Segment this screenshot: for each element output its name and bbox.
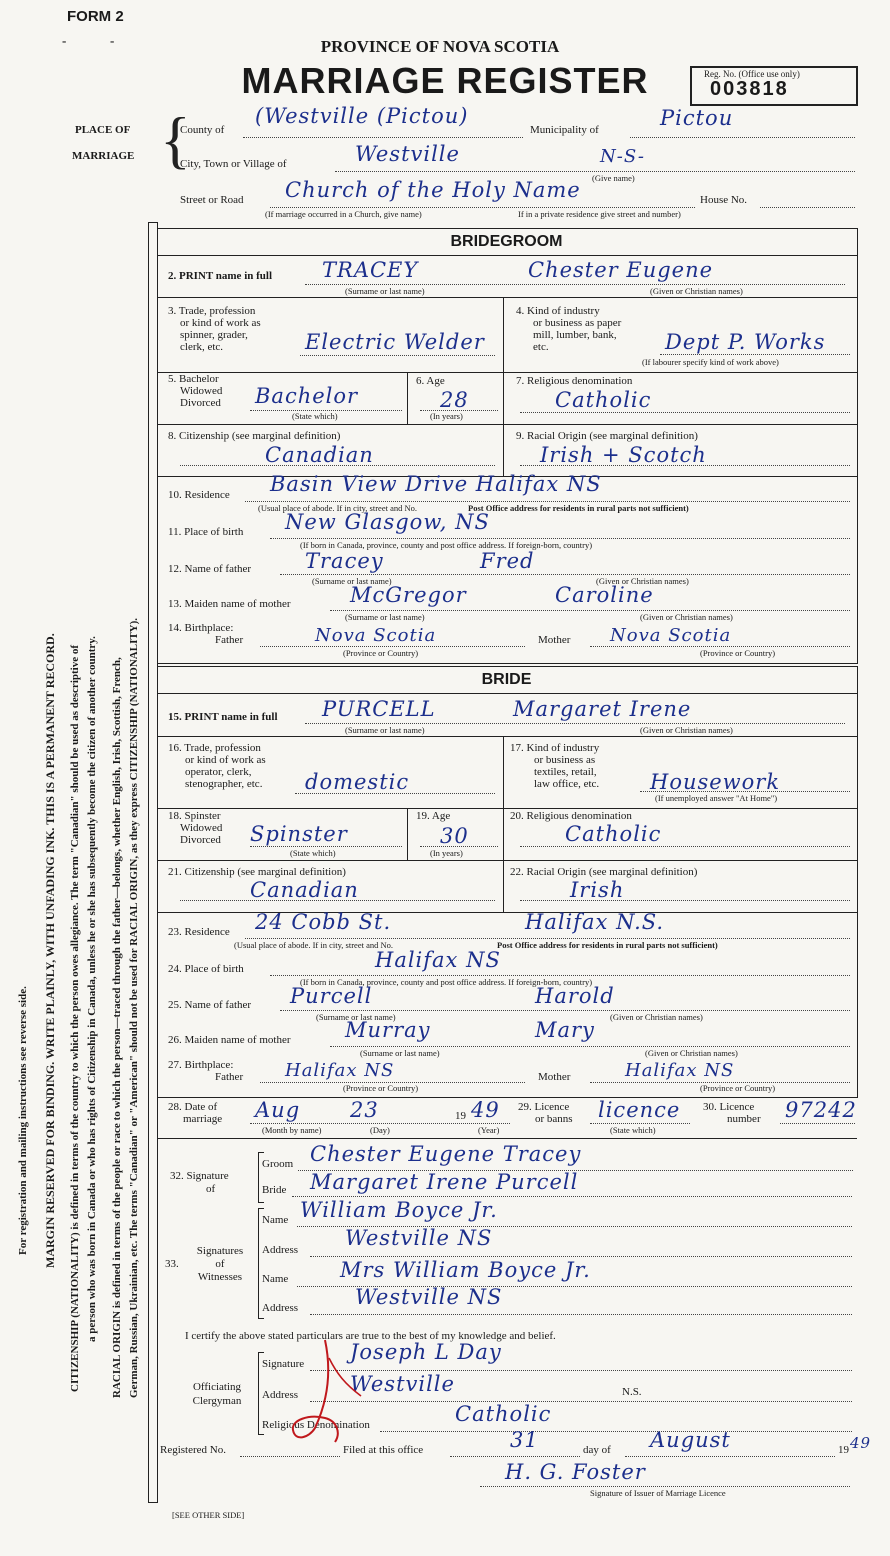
groom-citizenship: Canadian	[265, 443, 374, 467]
f6-label: 6. Age	[416, 375, 445, 387]
street-value: Church of the Holy Name	[285, 178, 581, 202]
province-heading: PROVINCE OF NOVA SCOTIA	[320, 37, 560, 56]
res-note: (Usual place of abode. If in city, street and No.	[258, 503, 418, 513]
clergy-prov: N.S.	[622, 1386, 642, 1398]
sidebar-line5: RACIAL ORIGIN is defined in terms of the people or race to which the person—traced through the father—belongs, whether English, Irish, Scottish, French,	[111, 657, 123, 1398]
reg-label: Reg. No. (Office use only)	[704, 69, 800, 79]
groom-trade: Electric Welder	[305, 330, 485, 354]
given-note: (Given or Christian names)	[610, 1012, 703, 1022]
dash-mark: -	[62, 33, 67, 48]
clergy-address: Westville	[350, 1372, 455, 1396]
witness2-name: Mrs William Boyce Jr.	[340, 1258, 591, 1282]
bride-heading: BRIDE	[481, 671, 532, 688]
w1-name-label: Name	[262, 1214, 289, 1226]
groom-mother-bp: Nova Scotia	[610, 625, 732, 646]
groom-residence: Basin View Drive Halifax NS	[270, 472, 602, 496]
house-label: House No.	[700, 194, 748, 206]
clergy-signature: Joseph L Day	[350, 1340, 502, 1364]
given-note: (Given or Christian names)	[645, 1048, 738, 1058]
w1-address-label: Address	[262, 1244, 299, 1256]
bride-racial: Irish	[570, 878, 625, 902]
f32-label: 32. Signature of	[170, 1170, 229, 1195]
dash-mark: -	[110, 33, 115, 48]
bride-trade: domestic	[305, 770, 410, 794]
res-note2: Post Office address for residents in rural parts not sufficient)	[497, 940, 718, 950]
bride-label: Bride	[262, 1184, 287, 1196]
page-title: MARRIAGE REGISTER	[241, 60, 649, 101]
officiating-label: Officiating Clergyman	[192, 1381, 242, 1407]
street-note: (If marriage occurred in a Church, give name)	[265, 209, 422, 219]
bride-residence: 24 Cobb St.	[255, 910, 392, 934]
surname-note: (Surname or last name)	[345, 725, 425, 735]
city-value: Westville	[355, 142, 460, 166]
groom-signature: Chester Eugene Tracey	[310, 1142, 582, 1166]
f33-label: Signatures of Witnesses	[196, 1245, 244, 1283]
clergy-religion: Catholic	[455, 1402, 552, 1426]
f15-label: 15. PRINT name in full	[168, 711, 278, 723]
sidebar-line2: MARGIN RESERVED FOR BINDING. WRITE PLAINLY, WITH UNFADING INK. THIS IS A PERMANENT RECORD.	[43, 633, 57, 1268]
f20-label: 20. Religious denomination	[510, 810, 632, 822]
bride-mother-given: Mary	[535, 1018, 595, 1042]
filed-year: 49	[850, 1434, 872, 1452]
f4-note: (If labourer specify kind of work above)	[642, 357, 779, 367]
w2-address-label: Address	[262, 1302, 299, 1314]
groom-mother-surname: McGregor	[350, 583, 467, 607]
f13-label: 13. Maiden name of mother	[168, 598, 291, 610]
sidebar-line4: a person who was born in Canada or who has rights of Citizenship in Canada, unless he or she has subsequently become the citizen of another country.	[86, 636, 98, 1342]
bride-industry: Housework	[650, 770, 781, 794]
bride-age: 30	[440, 824, 469, 848]
groom-given: Chester Eugene	[528, 258, 714, 282]
f8-label: 8. Citizenship (see marginal definition)	[168, 430, 341, 442]
sidebar-line3: CITIZENSHIP (NATIONALITY) is defined in terms of the country to which the person owes allegiance. The term "Canadian" should be used as descriptive of	[69, 644, 81, 1392]
birth-note: (If born in Canada, province, county and post office address. If foreign-born, country)	[300, 977, 593, 987]
marriage-day: 23	[350, 1098, 379, 1122]
city-label: City, Town or Village of	[180, 158, 287, 170]
f27-mother: Mother	[538, 1071, 571, 1083]
sidebar-line1: For registration and mailing instructions see reverse side.	[17, 986, 29, 1255]
filed-month: August	[650, 1428, 731, 1452]
groom-surname: TRACEY	[322, 258, 419, 282]
groom-label: Groom	[262, 1158, 294, 1170]
f7-label: 7. Religious denomination	[516, 375, 633, 387]
bride-residence2: Halifax N.S.	[525, 910, 665, 934]
clergy-address-label: Address	[262, 1389, 299, 1401]
city-province: N-S-	[600, 146, 645, 167]
groom-father-surname: Tracey	[305, 549, 384, 573]
place-label: PLACE OF	[75, 124, 131, 136]
given-note: (Given or Christian names)	[640, 725, 733, 735]
state-note: (State which)	[290, 848, 336, 858]
birth-note: (If born in Canada, province, county and post office address. If foreign-born, country)	[300, 540, 593, 550]
groom-father-given: Fred	[480, 549, 535, 573]
county-value: (Westville (Pictou)	[255, 104, 469, 128]
given-note: (Given or Christian names)	[650, 286, 743, 296]
filed-day: 31	[510, 1428, 539, 1452]
f33-num: 33.	[165, 1258, 179, 1270]
municipality-label: Municipality of	[530, 124, 599, 136]
marriage-month: Aug	[255, 1098, 301, 1122]
f4-label: 4. Kind of industry or business as paper mill, lumber, bank, etc.	[516, 305, 622, 353]
f30-label: 30. Licence number	[703, 1101, 761, 1125]
groom-mother-given: Caroline	[555, 583, 654, 607]
groom-religion: Catholic	[555, 388, 652, 412]
groom-age: 28	[440, 388, 469, 412]
year-note: (Year)	[478, 1125, 500, 1135]
witness1-name: William Boyce Jr.	[300, 1198, 498, 1222]
witness2-address: Westville NS	[355, 1285, 503, 1309]
groom-racial: Irish + Scotch	[540, 443, 707, 467]
f14-mother: Mother	[538, 634, 571, 646]
bride-mother-bp: Halifax NS	[625, 1060, 735, 1081]
county-label: County of	[180, 124, 225, 136]
certify-text: I certify the above stated particulars are true to the best of my knowledge and belief.	[185, 1330, 556, 1342]
surname-note: (Surname or last name)	[360, 1048, 440, 1058]
filed-year-prefix: 19	[838, 1444, 849, 1456]
f22-label: 22. Racial Origin (see marginal definition)	[510, 866, 698, 878]
bride-signature: Margaret Irene Purcell	[310, 1170, 579, 1194]
w2-name-label: Name	[262, 1273, 289, 1285]
bride-father-given: Harold	[535, 984, 615, 1008]
f18-label: 18. Spinster Widowed Divorced	[168, 810, 223, 846]
f14-father: Father	[215, 634, 244, 646]
f14-label: 14. Birthplace:	[168, 622, 234, 634]
licence-type: licence	[598, 1098, 681, 1122]
street-label: Street or Road	[180, 194, 244, 206]
age-note: (In years)	[430, 848, 463, 858]
marriage-year: 49	[471, 1098, 500, 1122]
bride-father-bp: Halifax NS	[285, 1060, 395, 1081]
bride-religion: Catholic	[565, 822, 662, 846]
give-name-note: (Give name)	[592, 173, 635, 183]
res-note2: Post Office address for residents in rural parts not sufficient)	[468, 503, 689, 513]
clergy-sig-label: Signature	[262, 1358, 305, 1370]
street-note2: If in a private residence give street and number)	[518, 209, 681, 219]
f16-label: 16. Trade, profession or kind of work as operator, clerk, stenographer, etc.	[168, 742, 266, 790]
reg-number: 003818	[710, 78, 789, 100]
brace-icon: {	[160, 104, 191, 175]
clergy-religion-label: Religious Denomination	[262, 1419, 370, 1431]
reg-number-box	[690, 66, 858, 106]
groom-birthplace: New Glasgow, NS	[285, 510, 490, 534]
f10-label: 10. Residence	[168, 489, 230, 501]
f29-label: 29. Licence or banns	[518, 1101, 573, 1125]
groom-industry: Dept P. Works	[665, 330, 826, 354]
f17-label: 17. Kind of industry or business as textiles, retail, law office, etc.	[510, 742, 600, 790]
prov-note: (Province or Country)	[343, 648, 419, 658]
f27-father: Father	[215, 1071, 244, 1083]
state-note: (State which)	[292, 411, 338, 421]
registered-label: Registered No.	[160, 1444, 226, 1456]
given-note: (Given or Christian names)	[596, 576, 689, 586]
surname-note: (Surname or last name)	[316, 1012, 396, 1022]
bride-father-surname: Purcell	[290, 984, 373, 1008]
month-note: (Month by name)	[262, 1125, 322, 1135]
licence-number: 97242	[785, 1098, 857, 1122]
res-note: (Usual place of abode. If in city, street and No.	[234, 940, 394, 950]
groom-status: Bachelor	[255, 384, 359, 408]
witness1-address: Westville NS	[345, 1226, 493, 1250]
f21-label: 21. Citizenship (see marginal definition)	[168, 866, 346, 878]
form-number: FORM 2	[67, 8, 124, 25]
issuer-signature: H. G. Foster	[505, 1460, 646, 1484]
licence-note: (State which)	[610, 1125, 656, 1135]
year-prefix: 19	[455, 1110, 466, 1122]
issuer-label: Signature of Issuer of Marriage Licence	[590, 1488, 726, 1498]
f2-label: 2. PRINT name in full	[168, 270, 273, 282]
f12-label: 12. Name of father	[168, 563, 252, 575]
f11-label: 11. Place of birth	[168, 526, 244, 538]
f23-label: 23. Residence	[168, 926, 230, 938]
surname-note: (Surname or last name)	[312, 576, 392, 586]
municipality-value: Pictou	[660, 106, 734, 130]
f17-note: (If unemployed answer "At Home")	[655, 793, 778, 803]
bridegroom-heading: BRIDEGROOM	[450, 233, 563, 250]
sidebar-line6: German, Russian, Ukrainian, etc. The terms "Canadian" or "American" should not be used for RACIAL ORIGIN, as they express CITIZENSHIP (NATIONALITY).	[128, 617, 140, 1398]
see-other-side: [SEE OTHER SIDE]	[172, 1510, 245, 1520]
surname-note: (Surname or last name)	[345, 286, 425, 296]
surname-note: (Surname or last name)	[345, 612, 425, 622]
groom-father-bp: Nova Scotia	[315, 625, 437, 646]
f3-label: 3. Trade, profession or kind of work as spinner, grader, clerk, etc.	[168, 305, 261, 353]
day-of-label: day of	[583, 1444, 611, 1456]
bride-surname: PURCELL	[322, 697, 436, 721]
bride-birthplace: Halifax NS	[375, 948, 501, 972]
f26-label: 26. Maiden name of mother	[168, 1034, 291, 1046]
day-note: (Day)	[370, 1125, 390, 1135]
red-ink-mark-icon	[285, 1338, 375, 1448]
place-label2: MARRIAGE	[72, 150, 135, 162]
prov-note: (Province or Country)	[700, 648, 776, 658]
f24-label: 24. Place of birth	[168, 963, 244, 975]
prov-note: (Province or Country)	[343, 1083, 419, 1093]
f28-label: 28. Date of marriage	[168, 1101, 223, 1125]
bride-status: Spinster	[250, 822, 348, 846]
filed-label: Filed at this office	[343, 1444, 424, 1456]
prov-note: (Province or Country)	[700, 1083, 776, 1093]
f19-label: 19. Age	[416, 810, 451, 822]
f25-label: 25. Name of father	[168, 999, 252, 1011]
given-note: (Given or Christian names)	[640, 612, 733, 622]
bride-given: Margaret Irene	[513, 697, 692, 721]
bride-mother-surname: Murray	[345, 1018, 431, 1042]
f9-label: 9. Racial Origin (see marginal definition)	[516, 430, 698, 442]
bride-citizenship: Canadian	[250, 878, 359, 902]
f27-label: 27. Birthplace:	[168, 1059, 234, 1071]
age-note: (In years)	[430, 411, 463, 421]
f5-label: 5. Bachelor Widowed Divorced	[168, 373, 223, 409]
